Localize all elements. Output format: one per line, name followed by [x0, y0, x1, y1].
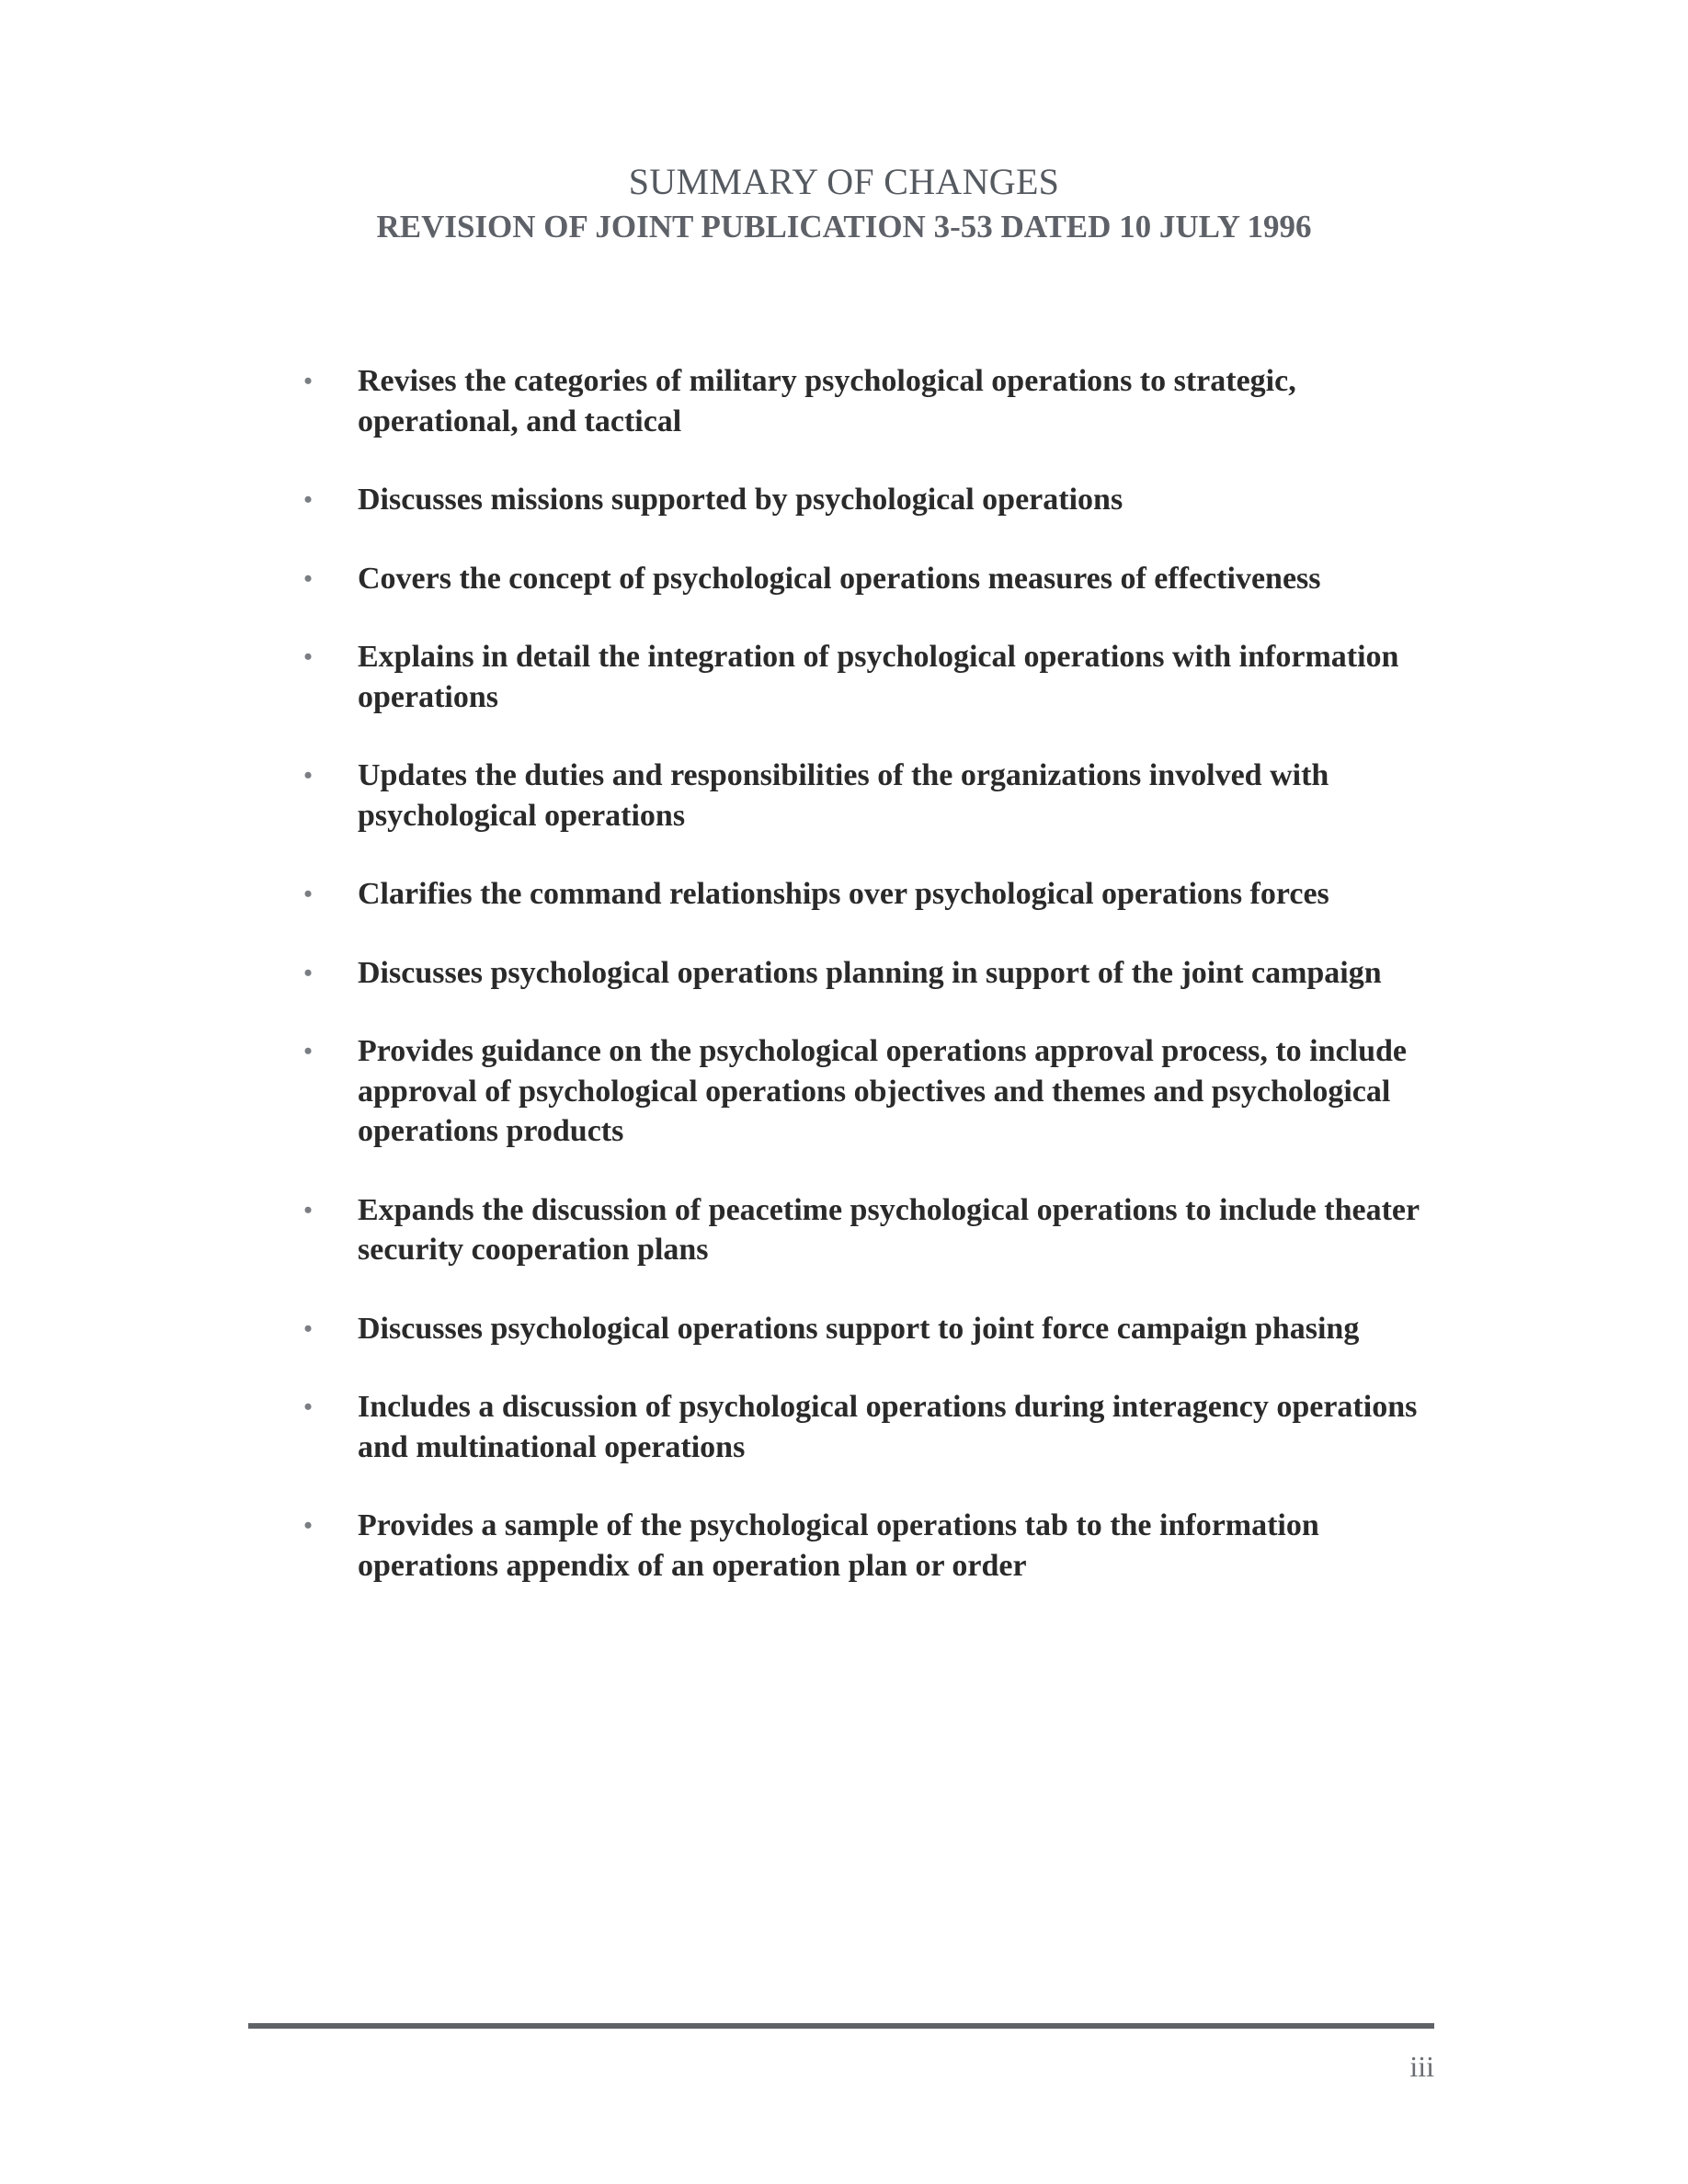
bullet-icon: • [303, 1038, 313, 1064]
bullet-icon: • [303, 486, 313, 513]
footer-divider [248, 2023, 1434, 2029]
list-item-text: Provides a sample of the psychological operations tab to the information operations appendix of an operation plan or order [358, 1508, 1319, 1583]
list-item-text: Updates the duties and responsibilities of the organizations involved with psychological operations [358, 758, 1329, 833]
list-item [294, 1387, 1453, 1467]
list-item [294, 1309, 1453, 1349]
list-item [294, 637, 1453, 717]
list-item-text: Discusses psychological operations planning in support of the joint campaign [358, 955, 1382, 990]
list-item [294, 1190, 1453, 1270]
bullet-icon: • [303, 881, 313, 907]
list-item-text: Discusses missions supported by psychological operations [358, 483, 1123, 517]
bullet-icon: • [303, 1393, 313, 1420]
list-item-text: Explains in detail the integration of psychological operations with information operations [358, 640, 1399, 714]
changes-list [294, 361, 1453, 1624]
bullet-icon: • [303, 762, 313, 789]
bullet-icon: • [303, 564, 313, 592]
page-subtitle: REVISION OF JOINT PUBLICATION 3-53 DATED 10 JULY 1996 [376, 209, 1312, 245]
bullet-icon: • [303, 959, 313, 986]
list-item [294, 874, 1453, 915]
list-item-text: Provides guidance on the psychological operations approval process, to include approval of psychological operations objectives and themes and psychological operations products [358, 1034, 1407, 1148]
list-item [294, 1506, 1453, 1586]
page-title: SUMMARY OF CHANGES [628, 161, 1060, 202]
list-item-text: Revises the categories of military psychological operations to strategic, operational, and tactical [358, 364, 1296, 438]
list-item-text: Expands the discussion of peacetime psychological operations to include theater security cooperation plans [358, 1192, 1420, 1267]
list-item-text: Covers the concept of psychological operations measures of effectiveness [358, 561, 1321, 596]
list-item [294, 953, 1453, 994]
bullet-icon: • [303, 1314, 313, 1342]
list-item-text: Includes a discussion of psychological operations during interagency operations and multinational operations [358, 1390, 1418, 1464]
bullet-icon: • [303, 643, 313, 670]
page-number: iii [1409, 2050, 1434, 2083]
list-item [294, 361, 1453, 441]
list-item [294, 756, 1453, 836]
list-item [294, 480, 1453, 520]
list-item [294, 1031, 1453, 1152]
bullet-icon: • [303, 368, 313, 394]
list-item-text: Clarifies the command relationships over psychological operations forces [358, 877, 1329, 911]
list-item-text: Discusses psychological operations support to joint force campaign phasing [358, 1311, 1360, 1346]
list-item [294, 559, 1453, 599]
bullet-icon: • [303, 1512, 313, 1539]
bullet-icon: • [303, 1196, 313, 1223]
